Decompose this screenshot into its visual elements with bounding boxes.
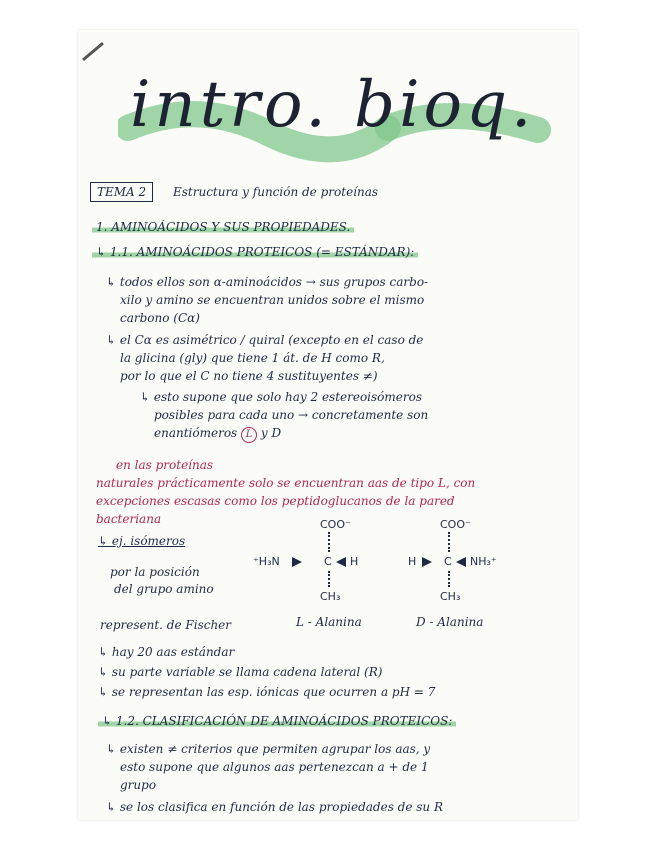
page-title: intro. bioq. [130, 68, 536, 142]
p4: ↳ hay 20 aas estándar [98, 645, 235, 659]
tema-label: TEMA 2 [90, 182, 153, 202]
title-area [118, 58, 558, 168]
d-bond-bottom [448, 571, 450, 587]
l-left: ⁺H₃N [253, 555, 280, 568]
L-circle: L [241, 427, 257, 443]
l-center: C [324, 555, 332, 568]
d-wedge-left [422, 557, 432, 567]
p5: ↳ su parte variable se llama cadena lateral (R) [98, 665, 383, 679]
fischer-label: represent. de Fischer [100, 618, 232, 632]
notebook-page [78, 30, 578, 820]
p1-line-2: xilo y amino se encuentran unidos sobre el mismo [120, 293, 425, 307]
d-left: H [408, 555, 417, 568]
tema-subtitle: Estructura y función de proteínas [173, 185, 379, 199]
p2-line-2: la glicina (gly) que tiene 1 át. de H como R, [120, 351, 385, 365]
pen-stroke [82, 42, 104, 61]
section-1-2-heading: ↳ 1.2. CLASIFICACIÓN DE AMINOÁCIDOS PROTEICOS: [98, 714, 456, 728]
ej-isomeros: ↳ ej. isómeros [98, 534, 186, 548]
d-wedge-right [456, 557, 466, 567]
section-1-heading: 1. AMINOÁCIDOS Y SUS PROPIEDADES. [92, 220, 354, 234]
red-note-line-2: naturales prácticamente solo se encuentran aas de tipo L, con [96, 476, 476, 490]
red-note-line-3: excepciones escasas como los peptidoglucanos de la pared [96, 494, 455, 508]
p2-line-1: ↳ el Cα es asimétrico / quiral (excepto en el caso de [106, 333, 424, 347]
p7-line-3: grupo [120, 778, 157, 792]
p3-line-3: enantiómeros L y D [154, 426, 281, 443]
l-bottom: CH₃ [320, 590, 341, 603]
p3-line-2: posibles para cada uno → concretamente son [154, 408, 429, 422]
l-wedge-right [336, 557, 346, 567]
posicion-line-1: por la posición [110, 565, 200, 579]
p1-line-3: carbono (Cα) [120, 311, 200, 325]
d-right: NH₃⁺ [470, 555, 497, 568]
posicion-line-2: del grupo amino [114, 582, 214, 596]
p7-line-1: ↳ existen ≠ criterios que permiten agrupar los aas, y [106, 742, 431, 756]
p1-line-1: ↳ todos ellos son α-aminoácidos → sus grupos carbo- [106, 275, 429, 289]
d-bottom: CH₃ [440, 590, 461, 603]
l-bond-top [328, 532, 330, 552]
p2-line-3: por lo que el C no tiene 4 sustituyentes ≠) [120, 369, 378, 383]
p7-line-2: esto supone que algunos aas pertenezcan a + de 1 [120, 760, 429, 774]
section-1-1-heading: ↳ 1.1. AMINOÁCIDOS PROTEICOS (= ESTÁNDAR): [92, 245, 418, 259]
d-top: COO⁻ [440, 518, 471, 531]
l-right: H [350, 555, 359, 568]
p8: ↳ se los clasifica en función de las propiedades de su R [106, 800, 444, 814]
l-top: COO⁻ [320, 518, 351, 531]
l-wedge-left [292, 557, 302, 567]
red-note-line-1: en las proteínas [116, 458, 214, 472]
red-note-line-4: bacteriana [96, 512, 162, 526]
l-bond-bottom [328, 571, 330, 587]
p6: ↳ se representan las esp. iónicas que ocurren a pH = 7 [98, 685, 436, 699]
d-bond-top [448, 532, 450, 552]
l-alanina-name: L - Alanina [296, 615, 362, 629]
d-center: C [444, 555, 452, 568]
p3-line-1: ↳ esto supone que solo hay 2 estereoisómeros [140, 390, 423, 404]
d-alanina-name: D - Alanina [416, 615, 484, 629]
